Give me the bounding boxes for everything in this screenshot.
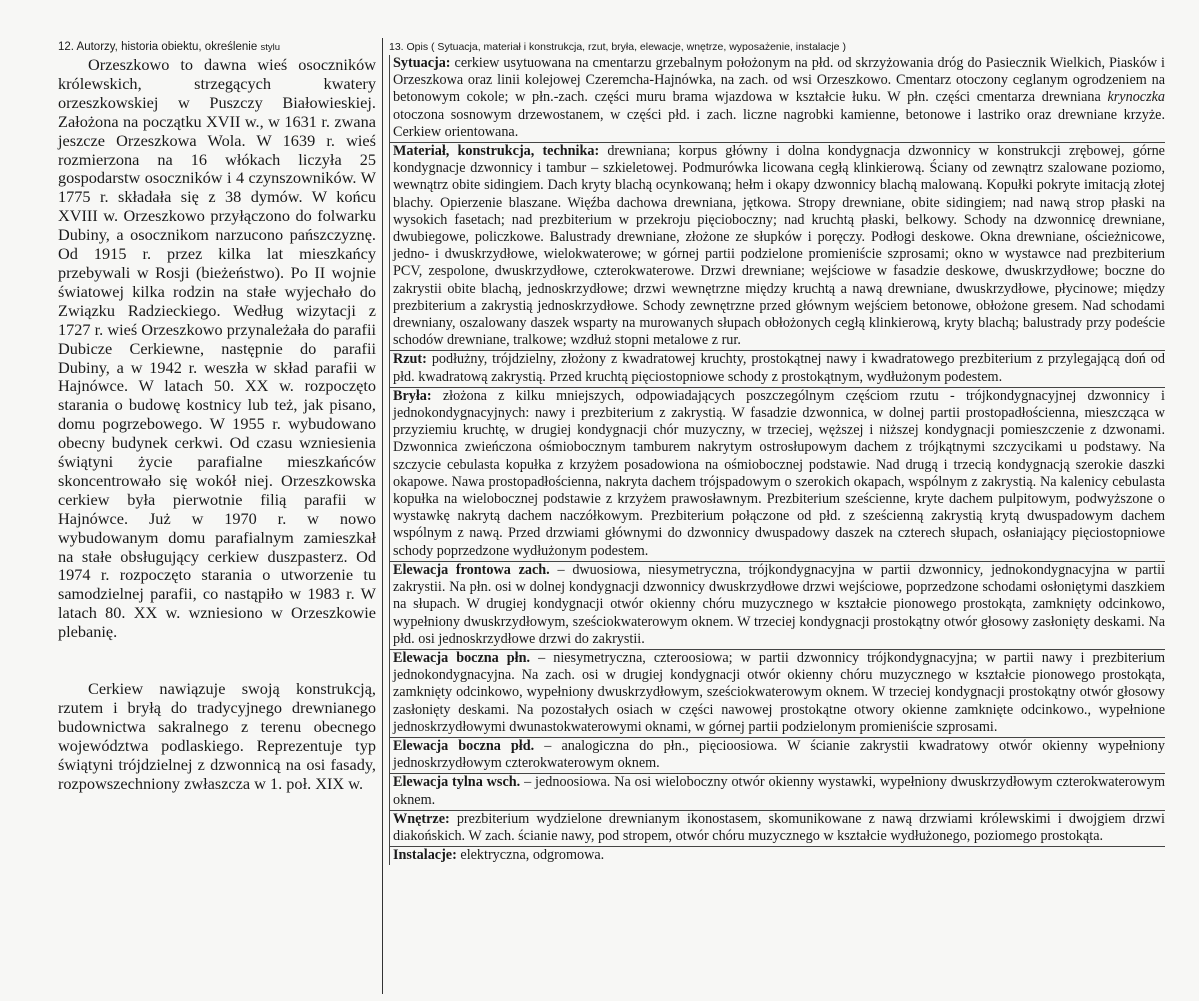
section-13-header: 13. Opis ( Sytuacja, materiał i konstrukcja, rzut, bryła, elewacje, wnętrze, wyposażenie, instalacje ) (389, 41, 846, 53)
rzut-label: Rzut: (393, 351, 427, 368)
elewacja-poludniowa-label: Elewacja boczna płd. (393, 737, 535, 754)
instalacje-text: elektryczna, odgromowa. (456, 847, 605, 864)
section-12-header (58, 40, 376, 55)
rzut-text: podłużny, trójdzielny, złożony z kwadratowej kruchty, prostokątnej nawy i kwadratowego prezbiterium z przylegającą doń od płd. kwadratową zakrystią. Przed kruchtą pięciostopniowe schody z prostokątnym, wydłużonym podestem. (393, 351, 1165, 385)
right-column (389, 40, 1165, 865)
sytuacja-text-2: otoczona sosnowym drzewostanem, w części płd. i zach. liczne nagrobki kamienne, betonowe i lastriko oraz drewniane krzyże. Cerkiew orientowana. (393, 106, 1165, 140)
sytuacja-label: Sytuacja: (393, 55, 451, 71)
wnetrze-text: prezbiterium wydzielone drewnianym ikonostasem, skomunikowane z nawą drzwiami królewskimi i dwojgiem drzwi diakońskich. W zach. ścianie nawy, pod stropem, otwór chóru muzycznego w kształcie wydłużonego, poziomego prostokąta. (393, 810, 1165, 844)
sytuacja-section (389, 55, 1165, 142)
bryla-text: złożona z kilku mniejszych, odpowiadających poszczególnym częściom rzutu - trójkondygnacyjnej dzwonnicy i jednokondygnacyjnych: nawy i prezbiterium z zakrystią. W fasadzie dzwonnica, w dolnej partii prostopadłościenna, mieszcząca w przyziemiu kruchtę, w drugiej kondygnacji chór muzyczny, w trzeciej, węższej i niższej kondygnacji pomieszczenie z dzwonami. Dzwonnica zwieńczona ośmiobocznym tamburem nakrytym ostrosłupowym dachem z trójkątnymi szczycikami u podstawy. Na szczycie cebulasta kopułka z krzyżem posadowiona na ośmiobocznej podstawie. Nad drugą i trzecią kondygnacją szerokie daszki okapowe. Nawa prostopadłościenna, nakryta dachem trójspadowym o szerokich okapach, wspólnym z zakrystią. Na kalenicy cebulasta kopułka na wielobocznej podstawie z krzyżem prawosławnym. Prezbiterium sześcienne, kryte dachem pulpitowym, podwyższone o wystawkę nakrytą dachem naczółkowym. Prezbiterium połączone od płd. z sześcienną zakrystią krytą dwuspadowym dachem wspólnym z nawą. Przed drzwiami głównymi do dzwonnicy dwuspadowy daszek na czterech słupach, osłaniający pięciostopniowe schody poprzedzone wydłużonym podestem. (393, 387, 1165, 559)
sytuacja-italic: krynoczka (1107, 89, 1165, 106)
wnetrze-label: Wnętrze: (393, 810, 450, 827)
rzut-section (389, 350, 1165, 386)
bryla-label: Bryła: (393, 387, 432, 404)
elewacja-tylna-section (389, 773, 1165, 809)
elewacja-frontowa-text: – dwuosiowa, niesymetryczna, trójkondygnacyjna w partii dzwonnicy, jednokondygnacyjna w partii zakrystii. Na płn. osi w dolnej kondygnacji dzwonnicy dwuskrzydłowe drzwi wejściowe, poprzedzone schodami osłoniętymi daszkiem na słupach. W drugiej kondygnacji otwór okienny chóru muzycznego w kształcie pionowego prostokąta, zamknięty odcinkowo, wypełniony dwuskrzydłowym, sześciokwaterowym oknem. W trzeciej kondygnacji prostokątny otwór głosowy zasłonięty deskami. Na płd. osi jednoskrzydłowe drzwi do zakrystii. (393, 561, 1165, 647)
history-paragraph: Orzeszkowo to dawna wieś osoczników królewskich, strzegących kwatery orzeszkowskiej w Puszczy Białowieskiej. Założona na początku XVII w., w 1631 r. zwana jeszcze Orzeszkowa Wola. W 1639 r. wieś rozmierzona na 16 włókach liczyła 25 gospodarstw osoczników i 4 czynszowników. W 1775 r. składała się z 38 dymów. W końcu XVIII w. Orzeszkowo przyłączono do folwarku Dubiny, a osocznikom narzucono pańszczyznę. Od 1915 r. przez kilka lat mieszkańcy przebywali w Rosji (bieżeństwo). Po II wojnie światowej kilka rodzin na stałe wyjechało do Związku Radzieckiego. Według wizytacji z 1727 r. wieś Orzeszkowo przynależała do parafii Dubicze Cerkiewne, następnie do parafii Dubiny, a w 1942 r. weszła w skład parafii w Hajnówce. W latach 50. XX w. rozpoczęto starania o budowę kostnicy lub też, jak pisano, domu pogrzebowego. W 1955 r. wybudowano obecny budynek cerkwi. Od czasu wzniesienia świątyni życie parafialne mieszkańców skoncentrowało się wokół niej. Orzeszkowska cerkiew była pierwotnie filią parafii w Hajnówce. Już w 1970 r. w nowo wybudowanym domu parafialnym zamieszkał na stałe obsługujący cerkiew duszpasterz. Od 1974 r. rozpoczęto starania o utworzenie tu samodzielnej parafii, co nastąpiło w 1983 r. W latach 80. XX w. wzniesiono w Orzeszkowie plebanię. (58, 55, 376, 642)
left-column (58, 40, 376, 794)
section-12-title: 12. Autorzy, historia obiektu, określenie (58, 41, 258, 53)
elewacja-tylna-label: Elewacja tylna wsch. (393, 774, 521, 791)
elewacja-polnocna-text: – niesymetryczna, czteroosiowa; w partii dzwonnicy trójkondygnacyjna; w partii nawy i prezbiterium jednokondygnacyjna. Na zach. osi w drugiej kondygnacji otwór okienny chóru muzycznego w kształcie pionowego prostokąta, zamknięty odcinkowo, wypełniony dwuskrzydłowym, sześciokwaterowym oknem. W trzeciej kondygnacji prostokątny otwór głosowy zasłonięty deskami. Na pozostałych osiach w części nawowej prostokątne otwory okienne zamknięte odcinkowo., wypełnione jednoskrzydłowymi dwunastokwaterowymi oknami, w górnej partii podzielonym promieniście szprosami. (393, 649, 1165, 735)
material-text: drewniana; korpus główny i dolna kondygnacja dzwonnicy w konstrukcji zrębowej, górne kondygnacje dzwonnicy i tambur – szkieletowej. Podmurówka licowana cegłą klinkierową. Ściany od zewnątrz szalowane poziomo, wewnątrz obite sidingiem. Dach kryty blachą ocynkowaną; hełm i okapy dzwonnicy blachą malowaną. Kopułki pokryte imitacją złotej blachy. Opierzenie blaszane. Więźba dachowa drewniana, jętkowa. Stropy drewniane, obite sidingiem; nad nawą strop płaski na wysokich fasetach; nad prezbiterium w przekroju pięcioboczny; nad kruchtą płaski, belkowy. Schody na dzwonnicę drewniane, dwubiegowe, policzkowe. Balustrady drewniane, złożone ze słupków i poręczy. Podłogi deskowe. Okna drewniane, ościeżnicowe, jedno- i dwuskrzydłowe, wielokwaterowe; w górnej partii podzielone promieniście szprosami; okno w wystawce nad prezbiterium PCV, zespolone, dwuskrzydłowe, czterokwaterowe. Drzwi drewniane; wejściowe w fasadzie deskowe, dwuskrzydłowe; boczne do zakrystii obite blachą, jednoskrzydłowe; drzwi wewnętrzne między kruchtą a nawą drewniane, dwuskrzydłowe, płycinowe; między prezbiterium a zakrystią jednoskrzydłowe. Schody zewnętrzne przed głównym wejściem betonowe, obłożone gresem. Nad schodami drewniany, oszalowany daszek wsparty na murowanych słupach obłożonych cegłą klinkierową, kryty blachą; balustrady przy podeście schodów drewniane, tralkowe; wzdłuż stopni metalowe z rur. (393, 143, 1165, 349)
column-divider (382, 38, 383, 994)
section-12-title-suffix: stylu (260, 42, 280, 53)
elewacja-frontowa-section (389, 561, 1165, 649)
elewacja-polnocna-label: Elewacja boczna płn. (393, 649, 531, 666)
elewacja-poludniowa-text: – analogiczna do płn., pięcioosiowa. W ścianie zakrystii kwadratowy otwór okienny wypełniony jednoskrzydłowym czterokwaterowym oknem. (393, 737, 1165, 772)
material-section (389, 142, 1165, 350)
style-paragraph: Cerkiew nawiązuje swoją konstrukcją, rzutem i bryłą do tradycyjnego drewnianego budownictwa sakralnego z terenu obecnego województwa podlaskiego. Reprezentuje typ świątyni trójdzielnej z dzwonnicą na osi fasady, rozpowszechniony zwłaszcza w 1. poł. XIX w. (58, 679, 376, 793)
sytuacja-text-1: cerkiew usytuowana na cmentarzu grzebalnym położonym na płd. od skrzyżowania dróg do Pasiecznik Wielkich, Piasków i Orzeszkowa oraz linii kolejowej Czeremcha-Hajnówka, na zach. od wsi Orzeszkowo. Cmentarz otoczony ceglanym ogrodzeniem na betonowym cokole; w płn.-zach. części muru brama wjazdowa w kształcie łuku. W płn. części cmentarza drewniana (393, 55, 1165, 106)
bryla-section (389, 387, 1165, 561)
elewacja-polnocna-section (389, 649, 1165, 737)
instalacje-label: Instalacje: (393, 847, 457, 864)
elewacja-tylna-text: – jednoosiowa. Na osi wieloboczny otwór okienny wystawki, wypełniony dwuskrzydłowym czterokwaterowym oknem. (393, 774, 1165, 808)
elewacja-frontowa-label: Elewacja frontowa zach. (393, 561, 550, 578)
wnetrze-section (389, 810, 1165, 846)
material-label: Materiał, konstrukcja, technika: (393, 143, 600, 160)
elewacja-poludniowa-section (389, 737, 1165, 773)
instalacje-section (389, 846, 1165, 865)
